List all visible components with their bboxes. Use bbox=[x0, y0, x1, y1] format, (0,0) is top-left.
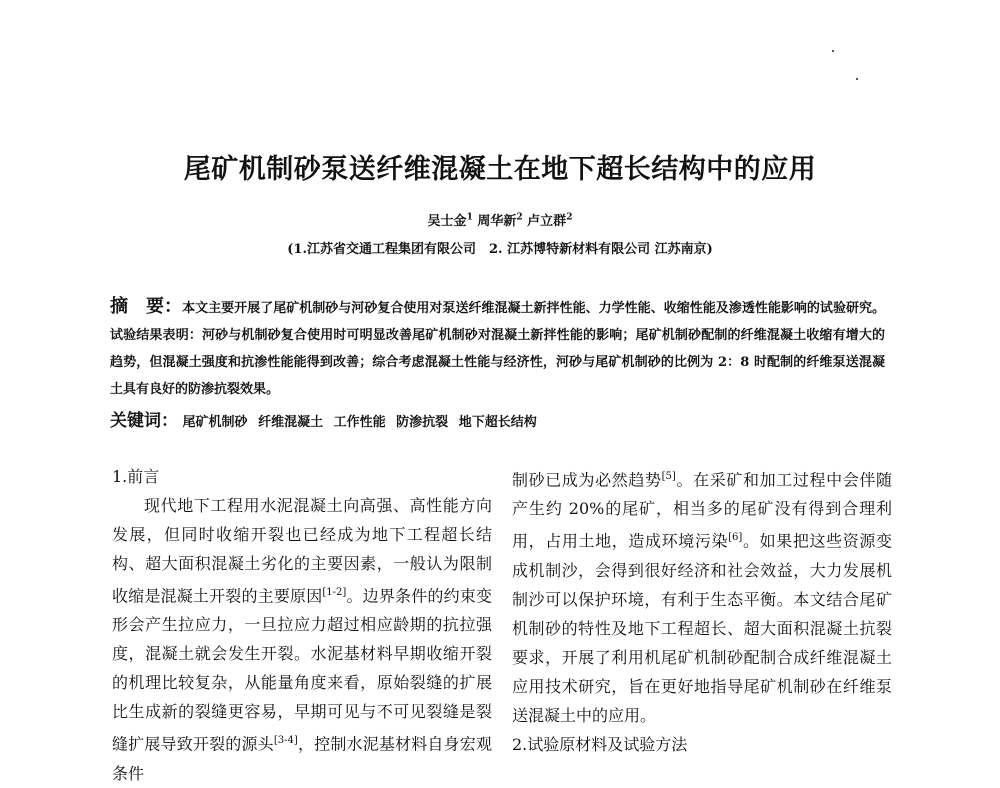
scan-speck bbox=[856, 78, 858, 80]
body-text: 。在采矿和加工过程中会伴随产生约 20%的尾矿，相当多的尾矿没有得到合理利用，占用土地，造成环境污染 bbox=[512, 470, 892, 551]
body-paragraph bbox=[112, 491, 492, 788]
abstract-text: 本文主要开展了尾矿机制砂与河砂复合使用对泵送纤维混凝土新拌性能、力学性能、收缩性能及渗透性能影响的试验研究。试验结果表明：河砂与机制砂复合使用时可明显改善尾矿机制砂对混凝土新拌性能的影响；尾矿机制砂配制的纤维混凝土收缩有增大的趋势，但混凝土强度和抗渗性能能得到改善；综合考虑混凝土性能与经济性，河砂与尾矿机制砂的比例为 2：8 时配制的纤维泵送混凝土具有良好的防渗抗裂效果。 bbox=[110, 301, 885, 397]
body-text: 现代地下工程用水泥混凝土向高强、高性能方向发展，但同时收缩开裂也已经成为地下工程超长结构、超大面积混凝土劣化的主要因素，一般认为限制收缩是混凝土开裂的主要原因 bbox=[112, 496, 492, 606]
body-column-right bbox=[512, 462, 892, 759]
affiliations: (1.江苏省交通工程集团有限公司 2. 江苏博特新材料有限公司 江苏南京) bbox=[287, 242, 713, 257]
body-text: 制砂已成为必然趋势 bbox=[512, 470, 662, 490]
section-heading: 2.试验原材料及试验方法 bbox=[512, 734, 688, 754]
author-line bbox=[0, 210, 1000, 229]
citation: [1-2] bbox=[322, 587, 347, 598]
keyword: 尾矿机制砂 bbox=[182, 415, 248, 430]
section-heading: 1.前言 bbox=[112, 467, 160, 486]
author-affil-mark: 1 bbox=[466, 212, 473, 223]
author-affil-mark: 2 bbox=[566, 212, 573, 223]
citation: [5] bbox=[661, 471, 676, 482]
author-name: 卢立群 bbox=[527, 214, 567, 229]
keyword: 工作性能 bbox=[333, 415, 386, 430]
keyword: 纤维混凝土 bbox=[258, 415, 324, 430]
keywords-label: 关键词： bbox=[110, 411, 178, 431]
abstract-label: 摘 要： bbox=[110, 296, 183, 317]
abstract bbox=[110, 293, 885, 403]
scan-speck bbox=[832, 50, 834, 52]
body-text: 。边界条件的约束变形会产生拉应力，一旦拉应力超过相应龄期的抗拉强度，混凝土就会发生开裂。水泥基材料早期收缩开裂的机理比较复杂，从能量角度来看，原始裂缝的扩展比生成新的裂缝更容易，早期可见与不可见裂缝是裂缝扩展导致开裂的源头 bbox=[112, 586, 492, 754]
author-name: 周华新 bbox=[477, 214, 517, 229]
body-paragraph bbox=[512, 462, 892, 730]
keywords bbox=[110, 406, 885, 431]
author-affil-mark: 2 bbox=[516, 212, 523, 223]
citation: [3-4] bbox=[273, 735, 298, 747]
author-name: 吴士金 bbox=[427, 214, 467, 229]
keyword: 防渗抗裂 bbox=[396, 415, 449, 430]
body-column-left bbox=[112, 462, 492, 788]
body-text: ，控制水泥基材料自身宏观条件 bbox=[112, 734, 492, 783]
body-text: 。如果把这些资源变成机制沙，会得到很好经济和社会效益，大力发展机制沙可以保护环境，有利于生态平衡。本文结合尾矿机制砂的特性及地下工程超长、超大面积混凝土抗裂要求，开展了利用机尾矿机制砂配制合成纤维混凝土应用技术研究，旨在更好地指导尾矿机制砂在纤维泵送混凝土中的应用。 bbox=[512, 531, 892, 725]
citation: [6] bbox=[728, 532, 743, 544]
paper-title: 尾矿机制砂泵送纤维混凝土在地下超长结构中的应用 bbox=[183, 154, 817, 185]
keyword: 地下超长结构 bbox=[458, 415, 537, 430]
